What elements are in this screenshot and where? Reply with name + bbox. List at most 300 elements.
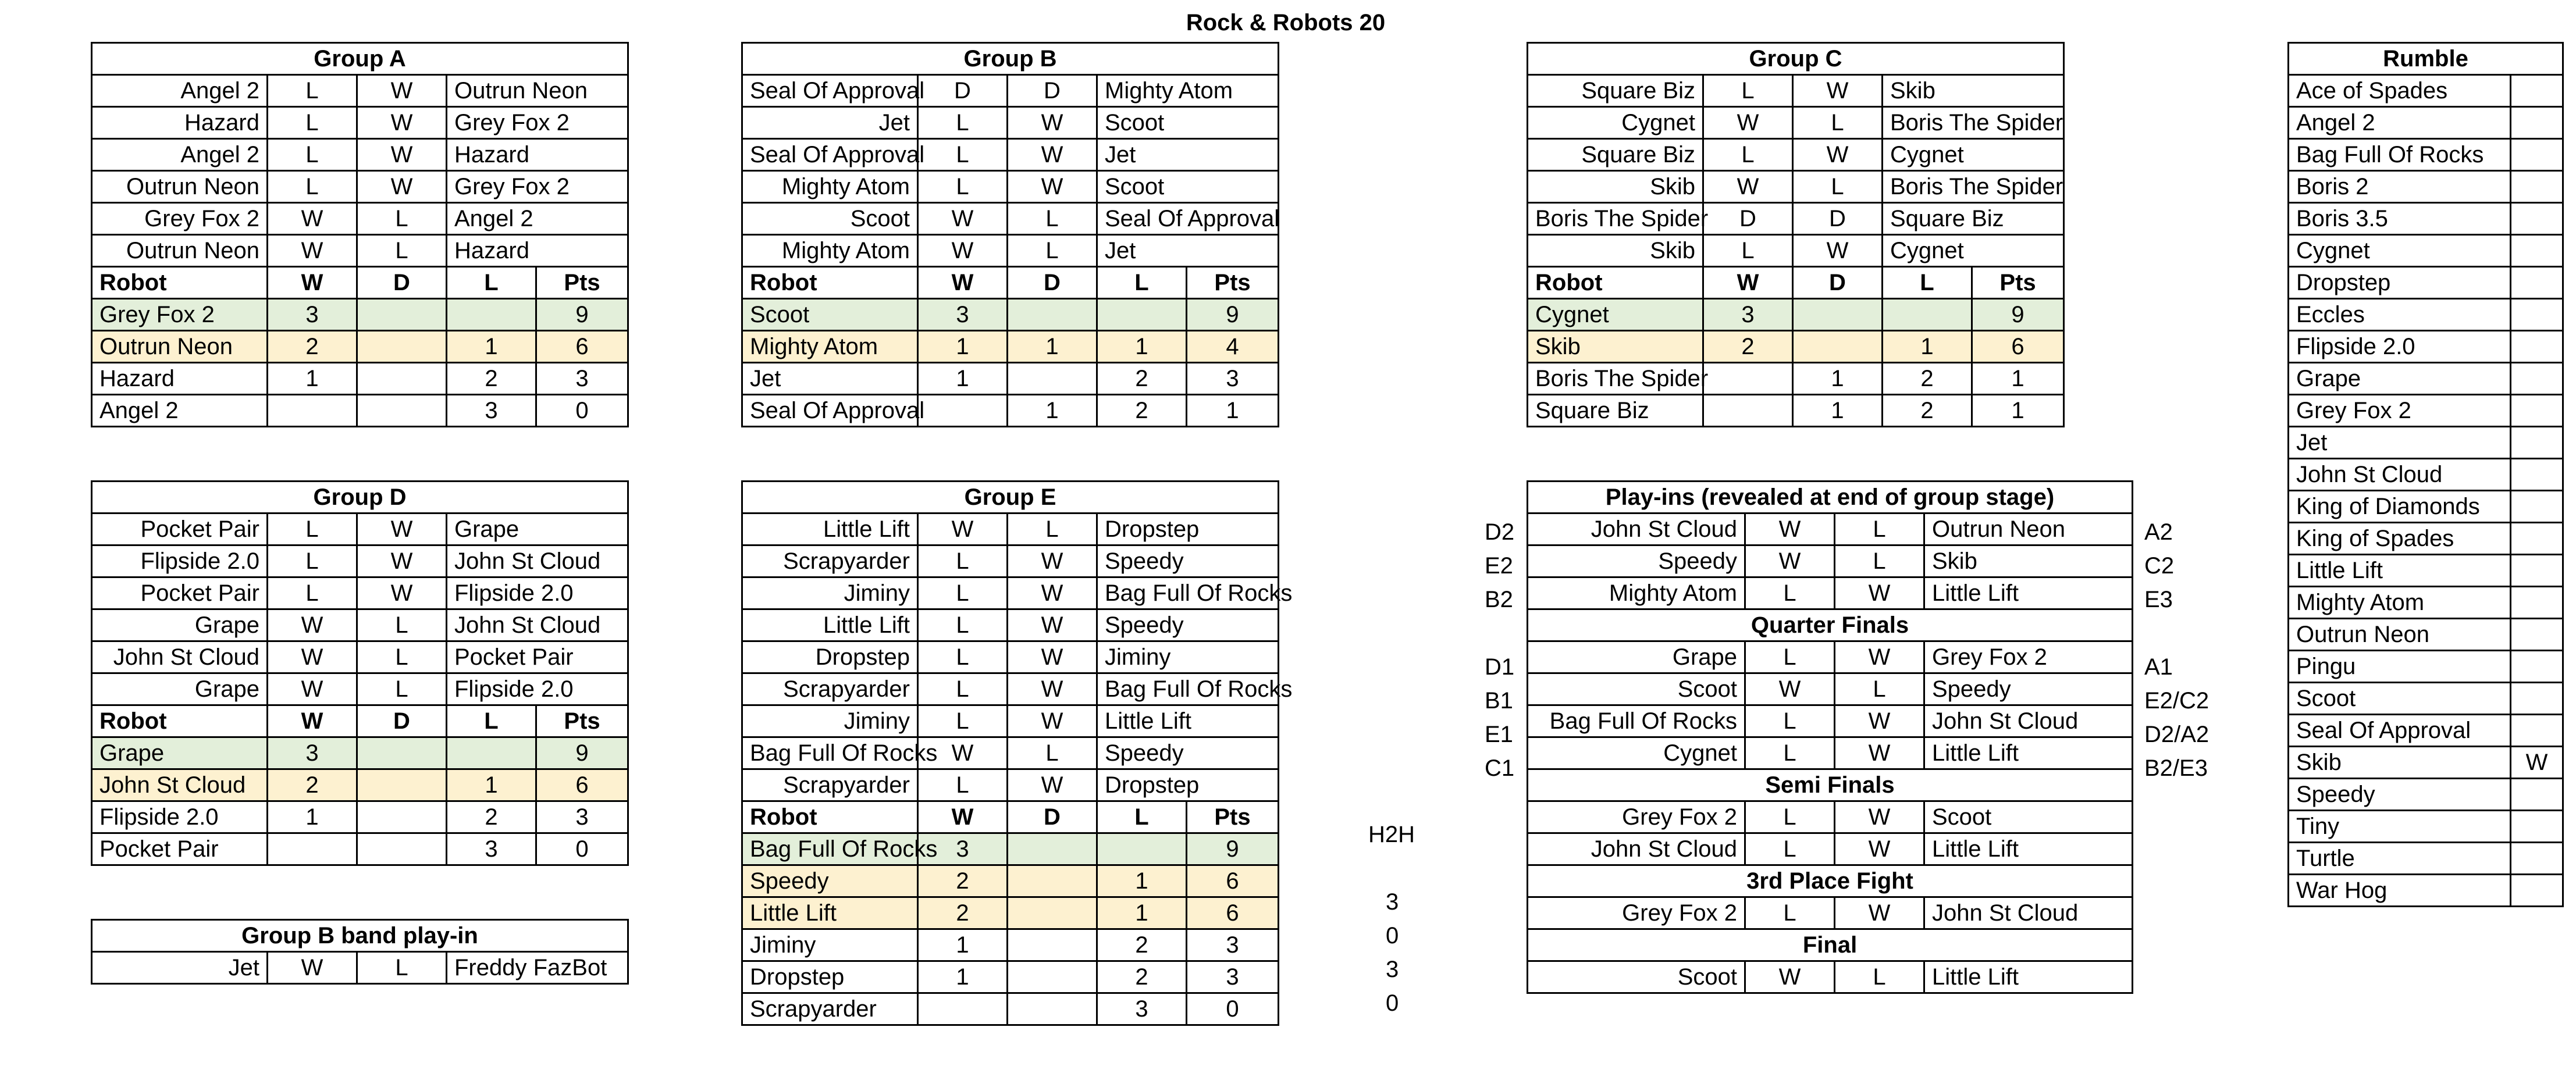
result-b: W [1793,75,1883,107]
rumble-row [2289,491,2563,523]
wins: 1 [918,331,1008,363]
rumble-row [2289,587,2563,619]
robot-name: Boris The Spider [1528,363,1703,395]
standings-col-w: W [268,705,357,737]
seed-label-left: B2 [1485,587,1513,612]
bout-row [1528,737,2133,769]
robot-b: Angel 2 [447,203,628,235]
wins [1703,395,1793,427]
rumble-row [2289,555,2563,587]
section-title: Play-ins (revealed at end of group stage) [1528,482,2133,514]
robot-b: Grape [447,514,628,545]
h2h-value: 0 [1386,923,1399,948]
bout-row [1528,897,2133,929]
section-title: Rumble [2289,43,2563,75]
rumble-row [2289,651,2563,683]
points: 6 [1187,865,1279,897]
rumble-row [2289,107,2563,139]
rumble-row [2289,811,2563,843]
match-row [92,514,628,545]
points: 9 [536,299,628,331]
draws [1008,865,1097,897]
page-title: Rock & Robots 20 [1186,10,1386,35]
wins: 3 [268,299,357,331]
robot-a: John St Cloud [1528,514,1745,545]
standings-col-pts: Pts [1972,267,2064,299]
result-b: L [1008,514,1097,545]
robot-b: Cygnet [1883,235,2064,267]
robot-a: Skib [1528,235,1703,267]
section-title: Semi Finals [1528,769,2133,801]
standings-col-robot: Robot [742,801,918,833]
standings-row [1528,299,2064,331]
section-title: Group C [1528,43,2064,75]
result-a: L [918,769,1008,801]
robot-b: Flipside 2.0 [447,673,628,705]
robot-b: John St Cloud [447,545,628,577]
seed-label-left: D2 [1485,519,1515,545]
match-row [92,641,628,673]
standings-col-w: W [268,267,357,299]
standings-row [742,993,1279,1025]
result-b: L [1835,545,1924,577]
robot-name: John St Cloud [92,769,268,801]
points: 0 [536,833,628,865]
robot-a: Pocket Pair [92,514,268,545]
seed-label-left: B1 [1485,688,1513,714]
robot-b: Hazard [447,139,628,171]
knockout-table [1527,480,2133,994]
standings-row [742,929,1279,961]
rumble-result [2511,683,2563,715]
match-row [1528,75,2064,107]
robot-b: Speedy [1097,545,1279,577]
result-a: L [268,514,357,545]
match-row [742,577,1279,609]
bout-row [1528,673,2133,705]
robot-a: Hazard [92,107,268,139]
rumble-robot: Angel 2 [2289,107,2511,139]
bout-row [1528,577,2133,609]
robot-a: Flipside 2.0 [92,545,268,577]
result-b: L [357,235,447,267]
robot-a: Scrapyarder [742,769,918,801]
robot-a: John St Cloud [92,641,268,673]
bout-row [1528,641,2133,673]
robot-a: Grey Fox 2 [1528,801,1745,833]
robot-name: Dropstep [742,961,918,993]
robot-b: Dropstep [1097,769,1279,801]
losses [1097,833,1187,865]
result-b: W [1008,705,1097,737]
draws [1008,961,1097,993]
band-playin-header [92,920,628,952]
robot-a: Cygnet [1528,107,1703,139]
group-e-header [742,482,1279,514]
result-a: W [918,203,1008,235]
result-b: L [357,203,447,235]
robot-a: Angel 2 [92,75,268,107]
result-b: L [1008,203,1097,235]
robot-b: Scoot [1097,107,1279,139]
draws [1008,833,1097,865]
standings-col-w: W [1703,267,1793,299]
robot-b: Little Lift [1097,705,1279,737]
result-b: W [1008,139,1097,171]
points: 1 [1972,363,2064,395]
wins [1703,363,1793,395]
result-a: W [1745,961,1835,993]
result-b: W [1835,801,1924,833]
match-row [742,203,1279,235]
robot-b: Jet [1097,139,1279,171]
group-b-header [742,43,1279,75]
robot-name: Grape [92,737,268,769]
result-a: L [918,609,1008,641]
rumble-result [2511,395,2563,427]
h2h-value: 0 [1386,990,1399,1016]
match-row [92,609,628,641]
robot-b: Grey Fox 2 [1924,641,2133,673]
section-title: Final [1528,929,2133,961]
robot-b: Flipside 2.0 [447,577,628,609]
result-a: L [268,107,357,139]
group-d-header [92,482,628,514]
standings-col-pts: Pts [1187,267,1279,299]
result-a: D [1703,203,1793,235]
points: 3 [1187,961,1279,993]
rumble-result [2511,267,2563,299]
losses [447,299,536,331]
rumble-row [2289,267,2563,299]
result-b: W [357,171,447,203]
result-a: L [1703,75,1793,107]
wins: 2 [268,769,357,801]
points: 1 [1187,395,1279,427]
standings-col-l: L [447,705,536,737]
rumble-result [2511,331,2563,363]
wins: 2 [1703,331,1793,363]
rumble-robot: Boris 2 [2289,171,2511,203]
wins: 3 [918,299,1008,331]
seed-label-right: D2/A2 [2144,722,2209,747]
rumble-robot: King of Diamonds [2289,491,2511,523]
match-row [742,673,1279,705]
rumble-table [2287,42,2564,907]
rumble-result [2511,619,2563,651]
robot-b: John St Cloud [1924,705,2133,737]
rumble-row [2289,75,2563,107]
h2h-value: 3 [1386,889,1399,915]
robot-name: Angel 2 [92,395,268,427]
rumble-result [2511,459,2563,491]
robot-b: Freddy FazBot [447,952,628,984]
result-a: W [268,952,357,984]
robot-b: John St Cloud [447,609,628,641]
rumble-robot: Turtle [2289,843,2511,875]
seed-label-left: C1 [1485,755,1515,781]
rumble-row [2289,395,2563,427]
standings-header-row [92,267,628,299]
result-b: W [1793,139,1883,171]
rumble-row [2289,875,2563,907]
rumble-robot: John St Cloud [2289,459,2511,491]
losses: 2 [447,801,536,833]
rumble-result [2511,171,2563,203]
bout-row [1528,961,2133,993]
draws [1008,993,1097,1025]
rumble-row [2289,171,2563,203]
standings-col-l: L [1097,801,1187,833]
losses: 1 [447,331,536,363]
result-a: L [1745,641,1835,673]
result-b: L [1835,673,1924,705]
robot-b: John St Cloud [1924,897,2133,929]
rumble-robot: Eccles [2289,299,2511,331]
robot-a: Seal Of Approval [742,75,918,107]
robot-a: Scoot [1528,961,1745,993]
result-b: W [357,577,447,609]
rumble-robot: Little Lift [2289,555,2511,587]
losses: 1 [1097,897,1187,929]
result-b: W [357,545,447,577]
standings-row [1528,331,2064,363]
losses: 2 [1883,363,1972,395]
robot-b: Square Biz [1883,203,2064,235]
losses [1883,299,1972,331]
robot-b: Scoot [1097,171,1279,203]
rumble-row [2289,235,2563,267]
match-row [1528,235,2064,267]
result-a: L [918,673,1008,705]
wins [268,833,357,865]
result-b: L [357,952,447,984]
result-a: L [918,705,1008,737]
robot-a: Seal Of Approval [742,139,918,171]
robot-a: Little Lift [742,609,918,641]
standings-row [92,737,628,769]
draws [1793,299,1883,331]
robot-a: Speedy [1528,545,1745,577]
draws [357,801,447,833]
robot-name: Mighty Atom [742,331,918,363]
match-row [92,235,628,267]
robot-name: Grey Fox 2 [92,299,268,331]
points: 6 [536,769,628,801]
result-a: L [1745,801,1835,833]
seed-label-left: D1 [1485,654,1515,680]
match-row [92,673,628,705]
section-title: 3rd Place Fight [1528,865,2133,897]
result-a: W [268,641,357,673]
rumble-result [2511,523,2563,555]
result-a: W [1745,673,1835,705]
result-b: W [357,107,447,139]
wins [268,395,357,427]
standings-col-d: D [357,705,447,737]
result-b: W [357,139,447,171]
points: 3 [1187,929,1279,961]
robot-a: Mighty Atom [1528,577,1745,609]
rumble-row [2289,747,2563,779]
result-b: W [1835,897,1924,929]
draws: 1 [1793,363,1883,395]
seed-label-right: E2/C2 [2144,688,2209,714]
standings-col-d: D [1008,801,1097,833]
group-c-header [1528,43,2064,75]
rumble-robot: Ace of Spades [2289,75,2511,107]
seed-label-right: E3 [2144,587,2173,612]
knockout-section-header [1528,609,2133,641]
result-b: L [1793,171,1883,203]
robot-name: Outrun Neon [92,331,268,363]
result-a: L [918,107,1008,139]
rumble-result [2511,811,2563,843]
standings-row [742,363,1279,395]
rumble-robot: Skib [2289,747,2511,779]
rumble-result [2511,491,2563,523]
result-b: W [1835,641,1924,673]
robot-a: Scoot [742,203,918,235]
result-b: L [1835,514,1924,545]
standings-row [1528,363,2064,395]
robot-b: Pocket Pair [447,641,628,673]
result-a: W [268,673,357,705]
result-b: L [357,641,447,673]
points: 0 [536,395,628,427]
result-a: L [1745,737,1835,769]
robot-a: Scrapyarder [742,545,918,577]
wins: 2 [918,897,1008,929]
robot-name: Jiminy [742,929,918,961]
rumble-row [2289,427,2563,459]
draws [357,363,447,395]
robot-b: Outrun Neon [447,75,628,107]
match-row [742,545,1279,577]
rumble-row [2289,139,2563,171]
rumble-row [2289,683,2563,715]
losses: 2 [1097,961,1187,993]
result-a: W [1745,545,1835,577]
result-b: W [1835,737,1924,769]
robot-b: Bag Full Of Rocks [1097,673,1279,705]
match-row [92,107,628,139]
points: 3 [536,363,628,395]
rumble-robot: Flipside 2.0 [2289,331,2511,363]
result-a: L [1745,705,1835,737]
rumble-result [2511,299,2563,331]
wins: 3 [918,833,1008,865]
rumble-result [2511,235,2563,267]
result-a: L [268,545,357,577]
robot-a: Cygnet [1528,737,1745,769]
standings-row [742,897,1279,929]
seed-label-left: E2 [1485,553,1513,579]
robot-a: Mighty Atom [742,235,918,267]
result-a: W [268,609,357,641]
wins: 2 [918,865,1008,897]
standings-col-w: W [918,267,1008,299]
robot-a: Jet [92,952,268,984]
robot-a: Grape [92,609,268,641]
robot-a: Jet [742,107,918,139]
robot-b: Mighty Atom [1097,75,1279,107]
robot-b: Dropstep [1097,514,1279,545]
rumble-result [2511,427,2563,459]
group-d-table [91,480,629,866]
draws [1008,299,1097,331]
robot-a: Grape [92,673,268,705]
robot-name: Hazard [92,363,268,395]
wins [918,395,1008,427]
rumble-robot: Grey Fox 2 [2289,395,2511,427]
points: 9 [1187,299,1279,331]
robot-a: Scoot [1528,673,1745,705]
points: 6 [1187,897,1279,929]
draws [357,331,447,363]
rumble-row [2289,363,2563,395]
knockout-section-header [1528,929,2133,961]
robot-b: Little Lift [1924,737,2133,769]
robot-a: Mighty Atom [742,171,918,203]
match-row [742,75,1279,107]
standings-row [742,865,1279,897]
wins: 1 [918,363,1008,395]
bout-row [1528,833,2133,865]
rumble-row [2289,331,2563,363]
draws [1008,897,1097,929]
rumble-robot: Scoot [2289,683,2511,715]
standings-col-robot: Robot [742,267,918,299]
result-a: W [268,203,357,235]
standings-col-d: D [357,267,447,299]
rumble-result [2511,587,2563,619]
losses: 2 [1097,395,1187,427]
result-b: L [357,609,447,641]
robot-name: Scoot [742,299,918,331]
result-b: W [1835,577,1924,609]
robot-b: Speedy [1097,609,1279,641]
match-row [742,641,1279,673]
draws: 1 [1793,395,1883,427]
robot-b: Speedy [1097,737,1279,769]
standings-col-robot: Robot [92,267,268,299]
match-row [742,705,1279,737]
rumble-robot: Jet [2289,427,2511,459]
rumble-result [2511,203,2563,235]
standings-header-row [92,705,628,737]
result-a: L [268,139,357,171]
robot-name: Seal Of Approval [742,395,918,427]
robot-b: Boris The Spider [1883,171,2064,203]
robot-b: Boris The Spider [1883,107,2064,139]
robot-b: Outrun Neon [1924,514,2133,545]
group-c-table [1527,42,2065,427]
rumble-row [2289,459,2563,491]
standings-header-row [1528,267,2064,299]
result-b: L [1008,737,1097,769]
bout-row [1528,705,2133,737]
result-a: W [918,737,1008,769]
section-title: Quarter Finals [1528,609,2133,641]
group-a-table [91,42,629,427]
standings-row [742,833,1279,865]
result-b: L [357,673,447,705]
seed-label-right: C2 [2144,553,2175,579]
rumble-row [2289,715,2563,747]
result-b: W [1008,171,1097,203]
result-b: W [1008,641,1097,673]
